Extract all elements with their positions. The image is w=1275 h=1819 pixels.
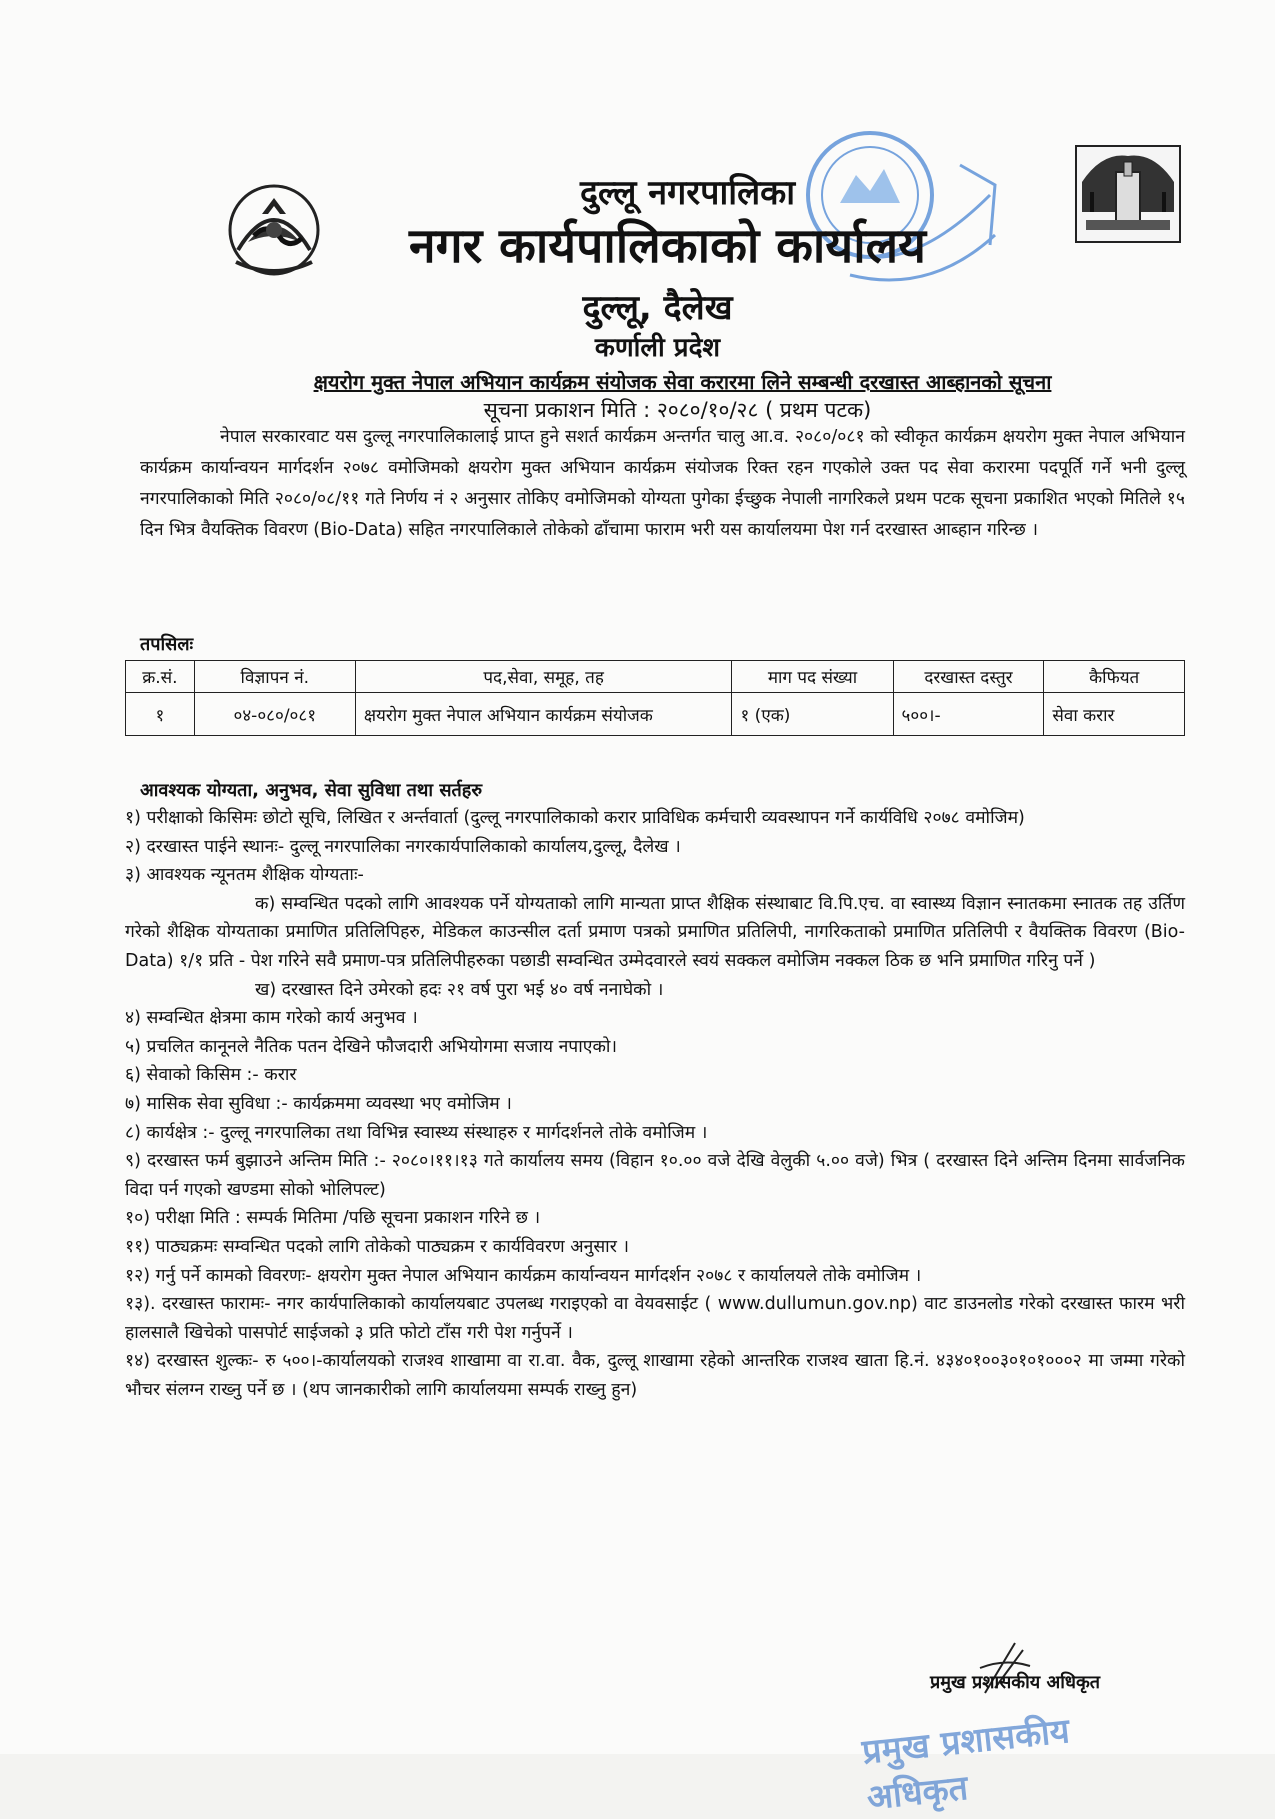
- office-location: दुल्लू, दैलेख: [582, 288, 733, 328]
- intro-paragraph: नेपाल सरकारवाट यस दुल्लू नगरपालिकालाई प्राप्त हुने सशर्त कार्यक्रम अन्तर्गत चालु आ.व. २०८०/०८१ को स्वीकृत कार्यक्रम क्षयरोग मुक्त नेपाल अभियान कार्यक्रम कार्यान्वयन मार्गदर्शन २०७८ वमोजिमको क्षयरोग मुक्त अभियान कार्यक्रम संयोजक रिक्त रहन गएकोले उक्त पद सेवा करारमा पदपूर्ति गर्ने भनी दुल्लू नगरपालिकाको मिति २०८०/०८/११ गते निर्णय नं २ अनुसार तोकिए वमोजिमको योग्यता पुगेका ईच्छुक नेपाली नागरिकले प्रथम पटक सूचना प्रकाशित भएको मितिले १५ दिन भित्र वैयक्तिक विवरण (Bio-Data) सहित नगरपालिकाले तोकेको ढाँचामा फाराम भरी यस कार्यालयमा पेश गर्न दरखास्त आब्हान गरिन्छ ।: [140, 427, 1185, 540]
- col-header-serial: क्र.सं.: [126, 661, 195, 693]
- list-item: १२) गर्नु पर्ने कामको विवरणः- क्षयरोग मुक्त नेपाल अभियान कार्यक्रम कार्यान्वयन मार्गदर्शन २०७८ र कार्यालयले तोके वमोजिम ।: [125, 1265, 922, 1286]
- col-header-demand: माग पद संख्या: [732, 661, 893, 693]
- list-item: ८) कार्यक्षेत्र :- दुल्लू नगरपालिका तथा विभिन्न स्वास्थ्य संस्थाहरु र मार्गदर्शनले तोके वमोजिम ।: [125, 1122, 708, 1143]
- list-item: १) परीक्षाको किसिमः छोटो सूचि, लिखित र अर्न्तवार्ता (दुल्लू नगरपालिकाको करार प्राविधिक कर्मचारी व्यवस्थापन गर्ने कार्यविधि २०७८ वमोजिम): [125, 808, 1025, 828]
- municipality-name: दुल्लू नगरपालिका: [579, 173, 796, 213]
- list-item: १४) दरखास्त शुल्कः- रु ५००।-कार्यालयको राजश्व शाखामा वा रा.वा. वैक, दुल्लू शाखामा रहेको आन्तरिक राजश्व खाता हि.नं. ४३४०१००३०१०१०००२ मा जम्मा गरेको भौचर संलग्न राख्नु पर्ने छ । (थप जानकारीको लागि कार्यालयमा सम्पर्क राख्नु हुन): [125, 1351, 1185, 1400]
- requirements-list: [125, 804, 1185, 1404]
- list-item: ४) सम्वन्धित क्षेत्रमा काम गरेको कार्य अनुभव ।: [125, 1008, 418, 1029]
- publish-date: सूचना प्रकाशन मिति : २०८०/१०/२८ ( प्रथम पटक): [483, 398, 872, 422]
- details-label: तपसिलः: [140, 634, 194, 655]
- cell-remarks: सेवा करार: [1044, 693, 1185, 736]
- list-item: १३). दरखास्त फारामः- नगर कार्यपालिकाको कार्यालयबाट उपलब्ध गराइएको वा वेयवसाईट ( www.dullumun.gov.np) वाट डाउनलोड गरेको दरखास्त फारम भरी हालसालै खिचेको पासपोर्ट साईजको ३ प्रति फोटो टाँस गरी पेश गर्नुपर्ने ।: [125, 1294, 1185, 1343]
- notice-title: क्षयरोग मुक्त नेपाल अभियान कार्यक्रम संयोजक सेवा करारमा लिने सम्बन्धी दरखास्त आब्हानको सूचना: [313, 370, 1052, 394]
- office-title: नगर कार्यपालिकाको कार्यालय: [408, 218, 927, 274]
- designation-stamp-text: प्रमुख प्रशासकीय अधिकृत: [860, 1711, 1072, 1819]
- col-header-post: पद,सेवा, समूह, तह: [355, 661, 732, 693]
- list-item: ११) पाठ्यक्रमः सम्वन्धित पदको लागि तोकेको पाठ्यक्रम र कार्यविवरण अनुसार ।: [125, 1236, 630, 1257]
- table-row: [126, 693, 1185, 736]
- signatory-title: प्रमुख प्रशासकीय अधिकृत: [930, 1672, 1101, 1693]
- list-item: ख) दरखास्त दिने उमेरको हदः २१ वर्ष पुरा भई ४० वर्ष ननाघेको ।: [255, 979, 664, 1000]
- requirements-title: आवश्यक योग्यता, अनुभव, सेवा सुविधा तथा सर्तहरु: [140, 780, 483, 801]
- list-item: ६) सेवाको किसिम :- करार: [125, 1065, 297, 1086]
- list-item: ५) प्रचलित कानूनले नैतिक पतन देखिने फौजदारी अभियोगमा सजाय नपाएको।: [125, 1036, 618, 1057]
- cell-fee: ५००।-: [893, 693, 1044, 736]
- cell-post: क्षयरोग मुक्त नेपाल अभियान कार्यक्रम संयोजक: [355, 693, 732, 736]
- list-item: क) सम्वन्धित पदको लागि आवश्यक पर्ने योग्यताको लागि मान्यता प्राप्त शैक्षिक संस्थाबाट वि.पि.एच. वा स्वास्थ्य विज्ञान स्नातकमा स्नातक तह उर्तिण गरेको शैक्षिक योग्यताका प्रमाणित प्रतिलिपिहरु, मेडिकल काउन्सील दर्ता प्रमाण पत्रको प्रमाणित प्रतिलिपी, नागरिकताको प्रमाणित प्रतिलिपी र वैयक्तिक विवरण (Bio-Data) १/१ प्रति - पेश गरिने सवै प्रमाण-पत्र प्रतिलिपीहरुका पछाडी सम्वन्धित उम्मेदवारले स्वयं सक्कल वमोजिम नक्कल ठिक छ भनि प्रमाणित गरिनु पर्ने ): [125, 893, 1185, 971]
- cell-demand: १ (एक): [732, 693, 893, 736]
- table-header-row: [126, 661, 1185, 693]
- list-item: १०) परीक्षा मिति : सम्पर्क मितिमा /पछि सूचना प्रकाशन गरिने छ ।: [125, 1208, 541, 1229]
- col-header-advert-no: विज्ञापन नं.: [194, 661, 355, 693]
- list-item: ३) आवश्यक न्यूनतम शैक्षिक योग्यताः-: [125, 865, 364, 886]
- province-name: कर्णाली प्रदेश: [594, 333, 721, 363]
- vacancy-table: [125, 660, 1185, 736]
- list-item: २) दरखास्त पाईने स्थानः- दुल्लू नगरपालिका नगरकार्यपालिकाको कार्यालय,दुल्लू, दैलेख ।: [125, 836, 681, 857]
- designation-stamp: [860, 1696, 1165, 1819]
- list-item: ७) मासिक सेवा सुविधा :- कार्यक्रममा व्यवस्था भए वमोजिम ।: [125, 1093, 512, 1114]
- cell-serial: १: [126, 693, 195, 736]
- list-item: ९) दरखास्त फर्म बुझाउने अन्तिम मिति :- २०८०।११।१३ गते कार्यालय समय (विहान १०.०० वजे देखि वेलुकी ५.०० वजे) भित्र ( दरखास्त दिने अन्तिम दिनमा सार्वजनिक विदा पर्न गएको खण्डमा सोको भोलिपल्ट): [125, 1151, 1185, 1200]
- col-header-remarks: कैफियत: [1044, 661, 1185, 693]
- cell-advert-no: ०४-०८०/०८१: [194, 693, 355, 736]
- col-header-fee: दरखास्त दस्तुर: [893, 661, 1044, 693]
